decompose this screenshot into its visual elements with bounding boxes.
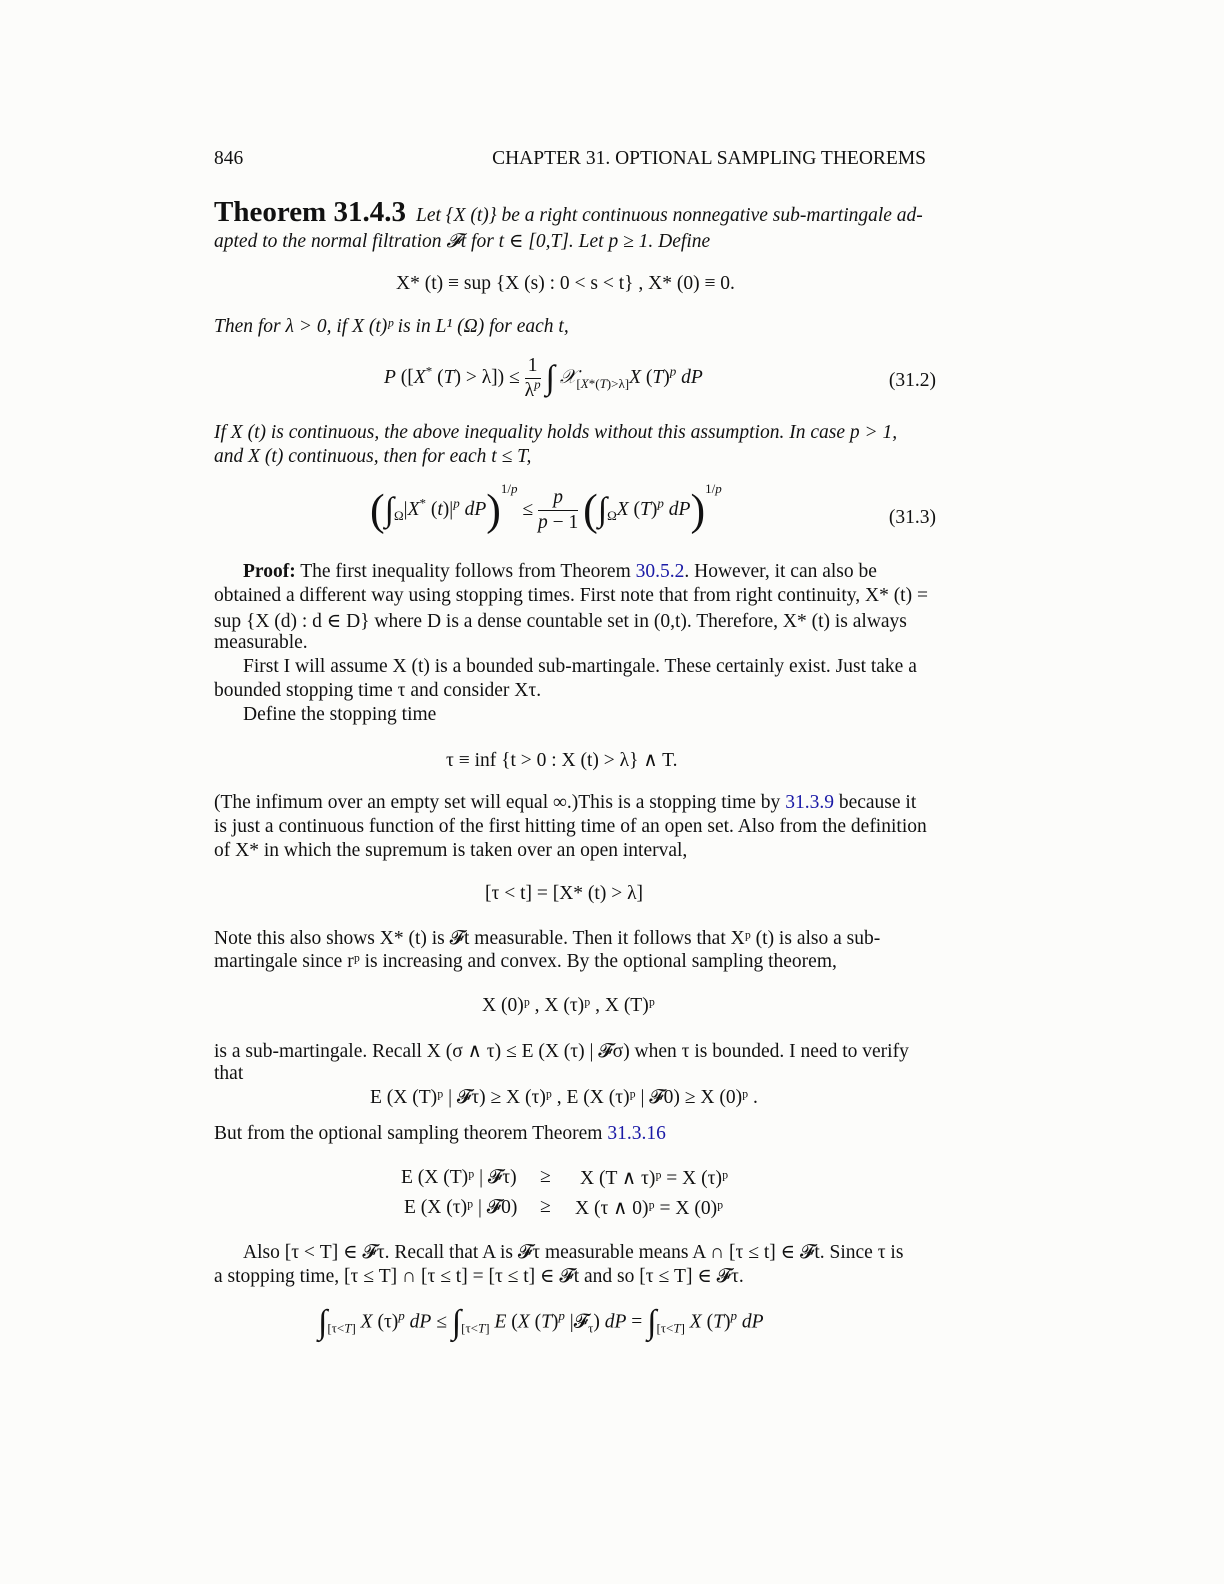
equation-31-2: P ([X* (T) > λ]) ≤ $\frac{1}{\lambda^p}$ ∫ 𝒳$_{[X*(T)>\lambda]}$X $(T)^p$ dP	[384, 355, 703, 401]
paragraph-6-line-2: that	[214, 1063, 244, 1084]
aligned-right-2: X (τ ∧ 0)ᵖ = X (0)ᵖ	[575, 1198, 724, 1219]
paragraph-4-line-3: of X* in which the supremum is taken over an open interval,	[214, 840, 688, 861]
theorem-statement-1: Let {X (t)} be a right continuous nonnegative sub-martingale ad-	[415, 205, 923, 226]
paragraph-3-line-1: Define the stopping time	[243, 704, 437, 725]
paragraph-7-text: But from the optional sampling theorem Theorem	[214, 1123, 608, 1144]
paragraph-4-line-1	[214, 792, 916, 814]
paragraph-4-line-2: is just a continuous function of the first hitting time of an open set. Also from the definition	[214, 816, 927, 837]
tau-set-equation: [τ < t] = [X* (t) > λ]	[485, 883, 644, 904]
theorem-label: Theorem 31.4.3	[214, 196, 406, 228]
paragraph-6-line-1: is a sub-martingale. Recall X (σ ∧ τ) ≤ E (X (τ) | 𝓕σ) when τ is bounded. I need to verify	[214, 1041, 909, 1062]
equation-number-31-2: (31.2)	[888, 370, 936, 391]
reference-link-31-3-16[interactable]: 31.3.16	[607, 1123, 666, 1144]
page-number: 846	[214, 148, 244, 169]
continuity-line-2: and X (t) continuous, then for each t ≤ T,	[214, 446, 532, 467]
sequence-equation: X (0)ᵖ , X (τ)ᵖ , X (T)ᵖ	[482, 995, 655, 1016]
paragraph-5-line-2: martingale since rᵖ is increasing and convex. By the optional sampling theorem,	[214, 951, 837, 972]
proof-line-1	[243, 561, 877, 583]
aligned-left-2: E (X (τ)ᵖ | 𝓕0)	[404, 1197, 518, 1218]
proof-line-4: measurable.	[214, 632, 308, 653]
reference-link-30-5-2[interactable]: 30.5.2	[635, 561, 685, 582]
aligned-operator-1: ≥	[540, 1166, 551, 1187]
paragraph-4-text-b: because it	[833, 792, 917, 813]
proof-line-3: sup {X (d) : d ∈ D} where D is a dense countable set in (0,t). Therefore, X* (t) is always	[214, 611, 907, 632]
paragraph-5-line-1: Note this also shows X* (t) is 𝓕t measurable. Then it follows that Xᵖ (t) is also a sub-	[214, 928, 881, 949]
continuity-line-1: If X (t) is continuous, the above inequality holds without this assumption. In case p > 1,	[214, 422, 898, 443]
paragraph-2-line-1: First I will assume X (t) is a bounded sub-martingale. These certainly exist. Just take a	[243, 656, 917, 677]
theorem-statement-2: apted to the normal filtration 𝓕t for t ∈ [0,T]. Let p ≥ 1. Define	[214, 231, 711, 252]
verify-equation: E (X (T)ᵖ | 𝓕τ) ≥ X (τ)ᵖ , E (X (τ)ᵖ | 𝓕0) ≥ X (0)ᵖ .	[370, 1087, 758, 1108]
aligned-operator-2: ≥	[540, 1196, 551, 1217]
aligned-left-1: E (X (T)ᵖ | 𝓕τ)	[401, 1167, 517, 1188]
equation-31-3: ($\int_\Omega|X^*$ $(t)|^p$ dP)$^{1/p}$ ≤ $\frac{p}{p - 1}$ ($\int_\Omega X$ $(T)^p$ dP)$^{1/p}$	[370, 480, 722, 535]
paragraph-8-line-2: a stopping time, [τ ≤ T] ∩ [τ ≤ t] = [τ ≤ t] ∈ 𝓕t and so [τ ≤ T] ∈ 𝓕τ.	[214, 1266, 744, 1287]
equation-number-31-3: (31.3)	[888, 507, 936, 528]
aligned-right-1: X (T ∧ τ)ᵖ = X (τ)ᵖ	[580, 1168, 729, 1189]
theorem-first-line	[214, 196, 923, 229]
proof-label: Proof:	[243, 561, 296, 582]
tau-definition: τ ≡ inf {t > 0 : X (t) > λ} ∧ T.	[446, 750, 678, 771]
proof-line-2: obtained a different way using stopping times. First note that from right continuity, X* (t) =	[214, 585, 928, 606]
running-title: CHAPTER 31. OPTIONAL SAMPLING THEOREMS	[492, 148, 926, 169]
definition-equation: X* (t) ≡ sup {X (s) : 0 < s < t} , X* (0) ≡ 0.	[396, 273, 735, 294]
proof-text-1b: . However, it can also be	[684, 561, 877, 582]
paragraph-4-text-a: (The infimum over an empty set will equal ∞.)This is a stopping time by	[214, 792, 786, 813]
reference-link-31-3-9[interactable]: 31.3.9	[785, 792, 834, 813]
proof-text-1a: The first inequality follows from Theorem	[300, 561, 636, 582]
paragraph-2-line-2: bounded stopping time τ and consider Xτ.	[214, 680, 542, 701]
paragraph-8-line-1: Also [τ < T] ∈ 𝓕τ. Recall that A is 𝓕τ measurable means A ∩ [τ ≤ t] ∈ 𝓕t. Since τ is	[243, 1242, 904, 1263]
integral-inequality: $\int_{[\tau<T]}$ X $(\tau)^p$ dP ≤ $\int_{[\tau<T]}$ E (X $(T)^p$ |𝓕$_\tau$) dP = $\int_{[\tau<T]}$ X $(T)^p$ dP	[318, 1304, 764, 1341]
paragraph-7-line-1	[214, 1123, 666, 1145]
theorem-then-line: Then for λ > 0, if X (t)ᵖ is in L¹ (Ω) for each t,	[214, 316, 569, 337]
